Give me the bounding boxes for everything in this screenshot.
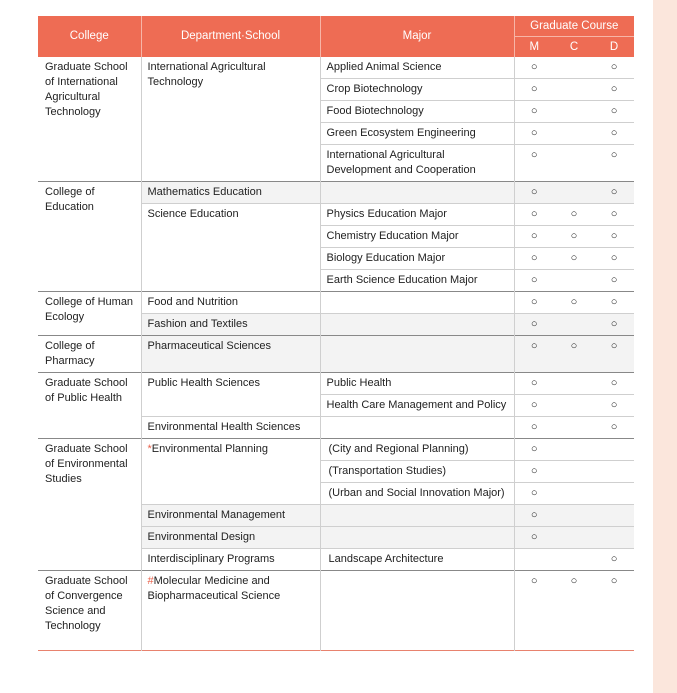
department-cell: Food and Nutrition	[141, 292, 320, 314]
degree-d-cell: ○	[610, 83, 618, 95]
department-cell	[141, 571, 320, 651]
major-cell: Green Ecosystem Engineering	[320, 123, 514, 145]
degree-d-cell: ○	[610, 127, 618, 139]
degree-d-cell: ○	[610, 252, 618, 264]
degree-c-cell	[554, 439, 594, 461]
department-cell: Fashion and Textiles	[141, 314, 320, 336]
degree-c-cell	[554, 505, 594, 527]
degree-m-cell: ○	[530, 465, 538, 477]
major-cell: International Agricultural Development and Cooperation	[320, 145, 514, 182]
table-row	[38, 373, 634, 395]
degree-c-cell	[554, 79, 594, 101]
college-cell: Graduate School of Public Health	[38, 373, 141, 439]
side-decor-band	[653, 0, 677, 693]
degree-c-cell	[554, 549, 594, 571]
degree-d-cell: ○	[610, 208, 618, 220]
college-cell: College of Human Ecology	[38, 292, 141, 336]
table-row	[38, 439, 634, 461]
major-cell: (Urban and Social Innovation Major)	[320, 483, 514, 505]
degree-d-cell	[594, 505, 634, 527]
table-row	[38, 292, 634, 314]
major-cell	[320, 182, 514, 204]
degree-c-cell	[554, 314, 594, 336]
degree-d-cell: ○	[610, 149, 618, 161]
degree-m-cell	[514, 549, 554, 571]
header-graduate-course: Graduate Course	[514, 16, 634, 37]
college-cell: Graduate School of Environmental Studies	[38, 439, 141, 571]
degree-c-cell	[554, 145, 594, 182]
major-cell: (City and Regional Planning)	[320, 439, 514, 461]
degree-m-cell: ○	[530, 61, 538, 73]
degree-c-cell	[554, 373, 594, 395]
college-cell: Graduate School of International Agricultural Technology	[38, 57, 141, 182]
degree-m-cell: ○	[514, 336, 554, 373]
dept-marker: #	[147, 575, 154, 587]
department-cell: Environmental Design	[141, 527, 320, 549]
degree-c-cell	[554, 123, 594, 145]
degree-d-cell: ○	[610, 105, 618, 117]
header-major: Major	[320, 16, 514, 57]
degree-m-cell: ○	[514, 182, 554, 204]
major-cell	[320, 505, 514, 527]
major-cell: Physics Education Major	[320, 204, 514, 226]
degree-m-cell: ○	[530, 230, 538, 242]
department-cell: Environmental Health Sciences	[141, 417, 320, 439]
degree-m-cell: ○	[514, 505, 554, 527]
degree-d-cell: ○	[610, 296, 618, 308]
degree-m-cell: ○	[530, 105, 538, 117]
degree-d-cell: ○	[610, 377, 618, 389]
department-cell: Environmental Management	[141, 505, 320, 527]
major-cell	[320, 336, 514, 373]
college-cell: College of Education	[38, 182, 141, 292]
degree-d-cell	[594, 527, 634, 549]
degree-m-cell: ○	[530, 377, 538, 389]
degree-d-cell	[594, 483, 634, 505]
table-row	[38, 336, 634, 373]
degree-m-cell: ○	[530, 149, 538, 161]
header-d: D	[594, 37, 634, 58]
degree-m-cell: ○	[514, 527, 554, 549]
degree-m-cell: ○	[530, 487, 538, 499]
major-cell	[320, 314, 514, 336]
degree-d-cell: ○	[610, 61, 618, 73]
major-cell: Earth Science Education Major	[320, 270, 514, 292]
table-row	[38, 182, 634, 204]
degree-d-cell: ○	[610, 553, 618, 565]
degree-c-cell	[554, 461, 594, 483]
header-college: College	[38, 16, 141, 57]
graduate-programs-table	[38, 16, 634, 651]
degree-m-cell: ○	[530, 252, 538, 264]
degree-c-cell	[554, 395, 594, 417]
degree-d-cell: ○	[594, 182, 634, 204]
department-cell: Mathematics Education	[141, 182, 320, 204]
degree-d-cell: ○	[610, 230, 618, 242]
degree-d-cell: ○	[594, 314, 634, 336]
college-cell: Graduate School of Convergence Science and Technology	[38, 571, 141, 651]
degree-c-cell: ○	[554, 336, 594, 373]
degree-d-cell: ○	[610, 274, 618, 286]
degree-c-cell: ○	[570, 252, 578, 264]
degree-m-cell: ○	[530, 83, 538, 95]
degree-d-cell: ○	[610, 421, 618, 433]
major-cell: Health Care Management and Policy	[320, 395, 514, 417]
header-department: Department·School	[141, 16, 320, 57]
degree-d-cell	[594, 461, 634, 483]
department-cell: International Agricultural Technology	[141, 57, 320, 182]
degree-m-cell: ○	[530, 443, 538, 455]
department-cell: Pharmaceutical Sciences	[141, 336, 320, 373]
department-label: Environmental Planning	[151, 443, 268, 455]
table-row	[38, 571, 634, 651]
degree-c-cell	[554, 483, 594, 505]
major-cell: Biology Education Major	[320, 248, 514, 270]
degree-m-cell: ○	[530, 208, 538, 220]
degree-m-cell: ○	[514, 314, 554, 336]
degree-c-cell: ○	[570, 575, 578, 587]
major-cell: (Transportation Studies)	[320, 461, 514, 483]
major-cell	[320, 292, 514, 314]
major-cell: Applied Animal Science	[320, 57, 514, 79]
department-cell: Interdisciplinary Programs	[141, 549, 320, 571]
major-cell: Chemistry Education Major	[320, 226, 514, 248]
degree-c-cell	[554, 182, 594, 204]
major-cell	[320, 571, 514, 651]
table-row	[38, 57, 634, 79]
major-cell: Crop Biotechnology	[320, 79, 514, 101]
degree-d-cell: ○	[610, 399, 618, 411]
department-cell	[141, 439, 320, 505]
degree-c-cell: ○	[570, 208, 578, 220]
header-m: M	[514, 37, 554, 58]
degree-m-cell: ○	[530, 575, 538, 587]
major-cell: Landscape Architecture	[320, 549, 514, 571]
dept-marker: *	[147, 443, 152, 455]
department-cell: Science Education	[141, 204, 320, 292]
major-cell	[320, 527, 514, 549]
major-cell: Food Biotechnology	[320, 101, 514, 123]
degree-m-cell: ○	[530, 421, 538, 433]
major-cell	[320, 417, 514, 439]
department-label: Molecular Medicine and Biopharmaceutical Science	[147, 575, 281, 602]
degree-m-cell: ○	[530, 127, 538, 139]
degree-c-cell	[554, 101, 594, 123]
major-cell: Public Health	[320, 373, 514, 395]
degree-c-cell	[554, 57, 594, 79]
degree-c-cell	[554, 417, 594, 439]
degree-m-cell: ○	[530, 296, 538, 308]
college-cell: College of Pharmacy	[38, 336, 141, 373]
degree-d-cell: ○	[594, 336, 634, 373]
degree-c-cell	[554, 527, 594, 549]
degree-c-cell	[554, 270, 594, 292]
degree-c-cell: ○	[570, 230, 578, 242]
degree-m-cell: ○	[530, 274, 538, 286]
degree-m-cell: ○	[530, 399, 538, 411]
table-header	[38, 16, 634, 57]
header-c: C	[554, 37, 594, 58]
degree-d-cell: ○	[610, 575, 618, 587]
degree-c-cell: ○	[570, 296, 578, 308]
department-cell: Public Health Sciences	[141, 373, 320, 417]
degree-d-cell	[594, 439, 634, 461]
